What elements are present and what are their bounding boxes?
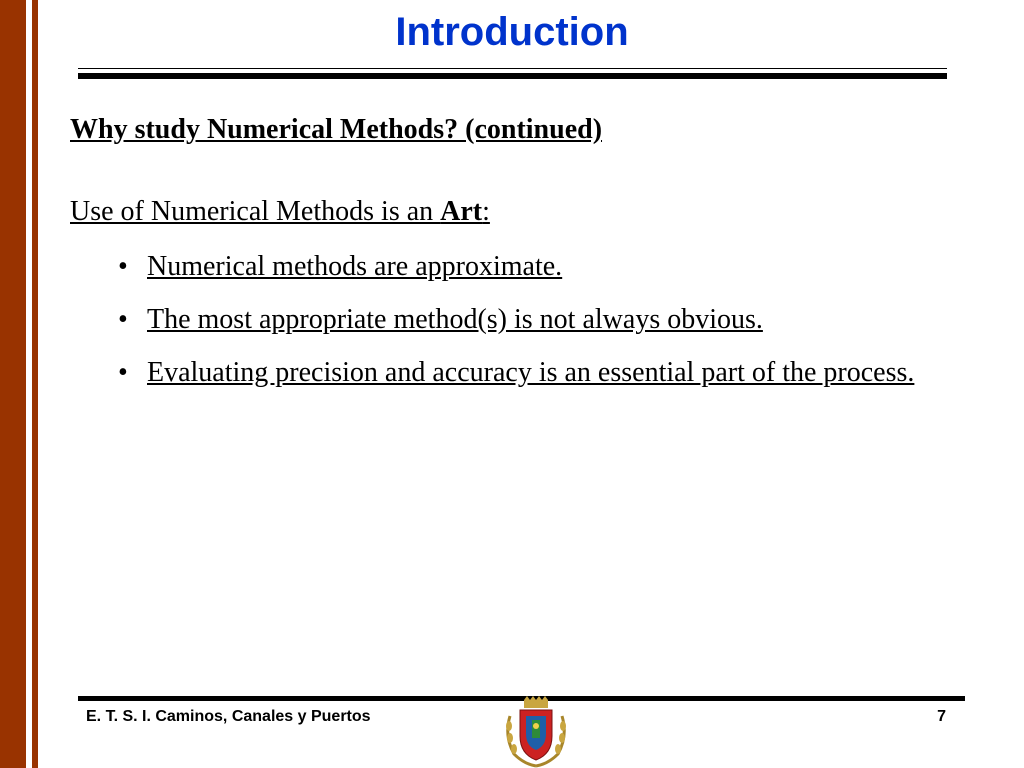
- page-number: 7: [937, 708, 946, 725]
- bullet-item: [118, 346, 938, 399]
- institution-crest-icon: [500, 696, 572, 768]
- footer-institution: E. T. S. I. Caminos, Canales y Puertos: [86, 708, 371, 725]
- title-rule-thin: [78, 68, 947, 69]
- bullet-text: Numerical methods are approximate.: [147, 251, 563, 282]
- intro-emphasis: Art: [440, 196, 483, 227]
- left-accent-bar: [0, 0, 26, 768]
- bullet-text: The most appropriate method(s) is not always obvious.: [147, 304, 763, 335]
- title-rule-thick: [78, 73, 947, 79]
- section-heading: Why study Numerical Methods? (continued): [70, 114, 603, 145]
- bullet-list: [118, 240, 938, 399]
- bullet-item: [118, 293, 938, 346]
- bullet-marker: •: [118, 304, 128, 335]
- bullet-item: [118, 240, 938, 293]
- bullet-marker: •: [118, 357, 128, 388]
- intro-prefix: Use of Numerical Methods is an: [70, 196, 441, 227]
- intro-line: [70, 196, 490, 228]
- left-accent-stripe: [32, 0, 38, 768]
- bullet-marker: •: [118, 251, 128, 282]
- bullet-text: Evaluating precision and accuracy is an essential part of the process.: [147, 357, 915, 388]
- slide-title: Introduction: [395, 10, 629, 54]
- intro-suffix: :: [482, 196, 490, 227]
